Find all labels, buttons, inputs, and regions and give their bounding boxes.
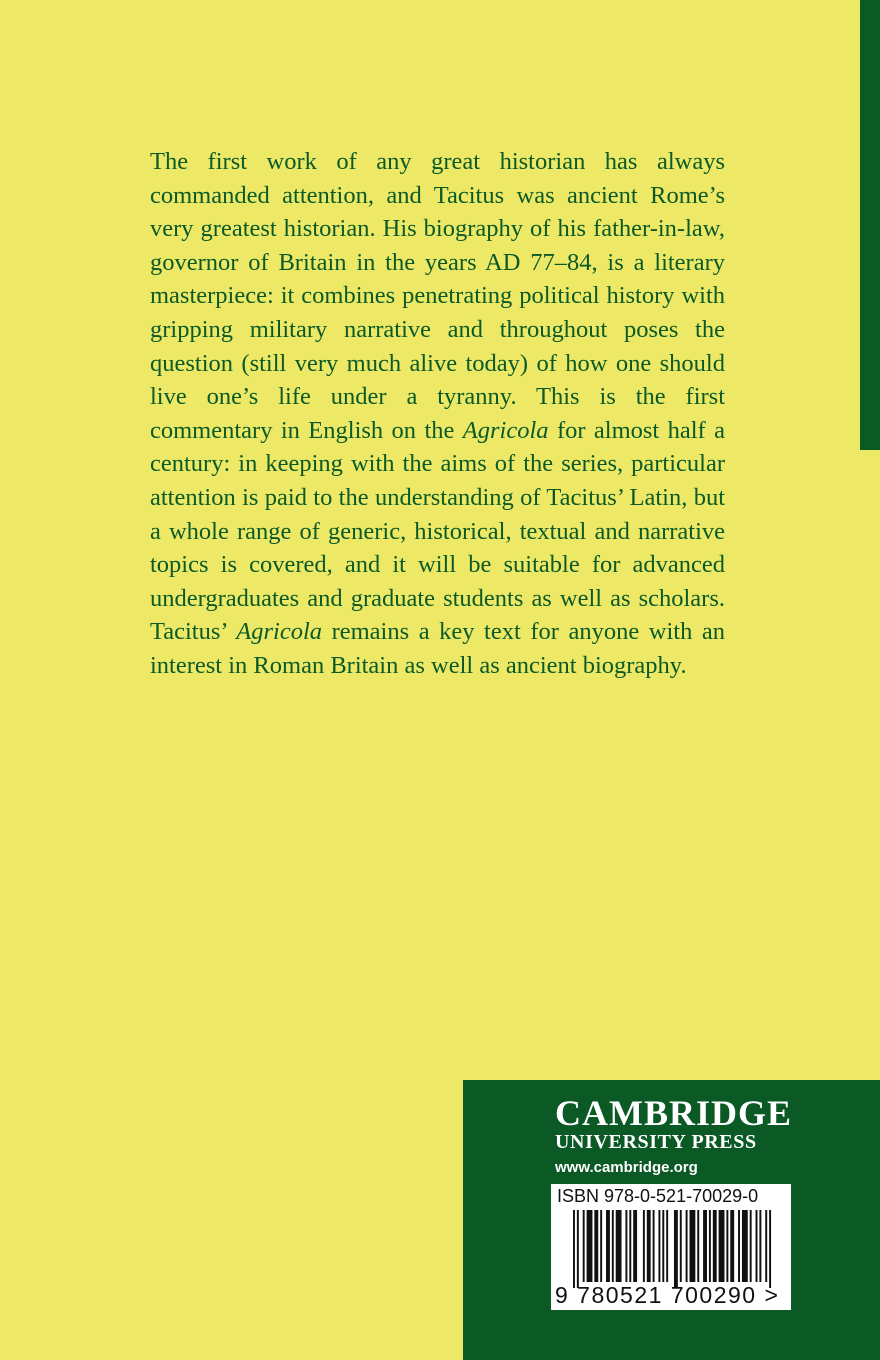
barcode-bar [759, 1210, 761, 1282]
barcode-bar [658, 1210, 660, 1282]
blurb-text-2: for almost half a century: in keeping with the aims of the series, particular attention is paid to the understanding of Tacitus’ Latin, but a whole range of generic, historical, textual and narrative topics is covered, and it will be suitable for advanced undergraduates and graduate students as well as scholars. Tacitus’ [150, 416, 725, 646]
blurb-title-italic-2: Agricola [236, 618, 323, 646]
barcode-bar [726, 1210, 728, 1282]
publisher-logo-subtitle: UNIVERSITY PRESS [555, 1131, 757, 1153]
isbn-barcode [551, 1184, 791, 1310]
isbn-label: ISBN 978-0-521-70029-0 [557, 1186, 759, 1206]
spine-stripe [860, 0, 880, 450]
barcode-bar [583, 1210, 585, 1282]
barcode-bar [742, 1210, 748, 1282]
publisher-url: www.cambridge.org [555, 1159, 698, 1176]
barcode-bar [612, 1210, 614, 1282]
barcode-bar [738, 1210, 740, 1282]
barcode-bar [625, 1210, 627, 1282]
barcode-digits: 9 780521 700290 > [555, 1282, 780, 1308]
blurb-text-3: remains a key text for anyone with an interest in Roman Britain as well as ancient biography. [150, 618, 725, 679]
barcode-bar [769, 1210, 771, 1288]
barcode-bar [756, 1210, 758, 1282]
barcode-bar [662, 1210, 664, 1282]
barcode-bar [713, 1210, 717, 1282]
barcode-bar [573, 1210, 575, 1288]
barcode-bar [765, 1210, 767, 1282]
barcode-bar [730, 1210, 734, 1282]
barcode-bar [690, 1210, 696, 1282]
barcode-bar [594, 1210, 598, 1282]
barcode-bar [686, 1210, 688, 1282]
barcode-bar [600, 1210, 602, 1282]
barcode-bar [633, 1210, 637, 1282]
barcode-bar [577, 1210, 579, 1288]
blurb-paragraph [150, 145, 725, 683]
publisher-panel [463, 1080, 880, 1360]
barcode-bar [703, 1210, 707, 1282]
barcode-bar [719, 1210, 725, 1282]
publisher-logo-name: CAMBRIDGE [555, 1093, 793, 1133]
blurb-text-1: The first work of any great historian has always commanded attention, and Tacitus was ancient Rome’s very greatest historian. His biography of his father-in-law, governor of Britain in the years AD 77–84, is a literary masterpiece: it combines penetrating political history with gripping military narrative and throughout poses the question (still very much alive today) of how one should live one’s life under a tyranny. This is the first commentary in English on the [150, 148, 725, 444]
barcode-bar [653, 1210, 655, 1282]
barcode-icon [573, 1210, 773, 1288]
blurb-title-italic-1: Agricola [462, 416, 549, 444]
description-blurb [150, 145, 725, 683]
barcode-bar [709, 1210, 711, 1282]
barcode-bar [647, 1210, 651, 1282]
barcode-bar [643, 1210, 645, 1282]
barcode-bar [616, 1210, 622, 1282]
barcode-bar [666, 1210, 668, 1282]
barcode-bar [680, 1210, 682, 1282]
barcode-bar [606, 1210, 610, 1282]
barcode-bar [750, 1210, 752, 1282]
barcode-bar [674, 1210, 678, 1288]
barcode-bar [697, 1210, 699, 1282]
barcode-bar [587, 1210, 593, 1282]
barcode-bar [629, 1210, 631, 1282]
